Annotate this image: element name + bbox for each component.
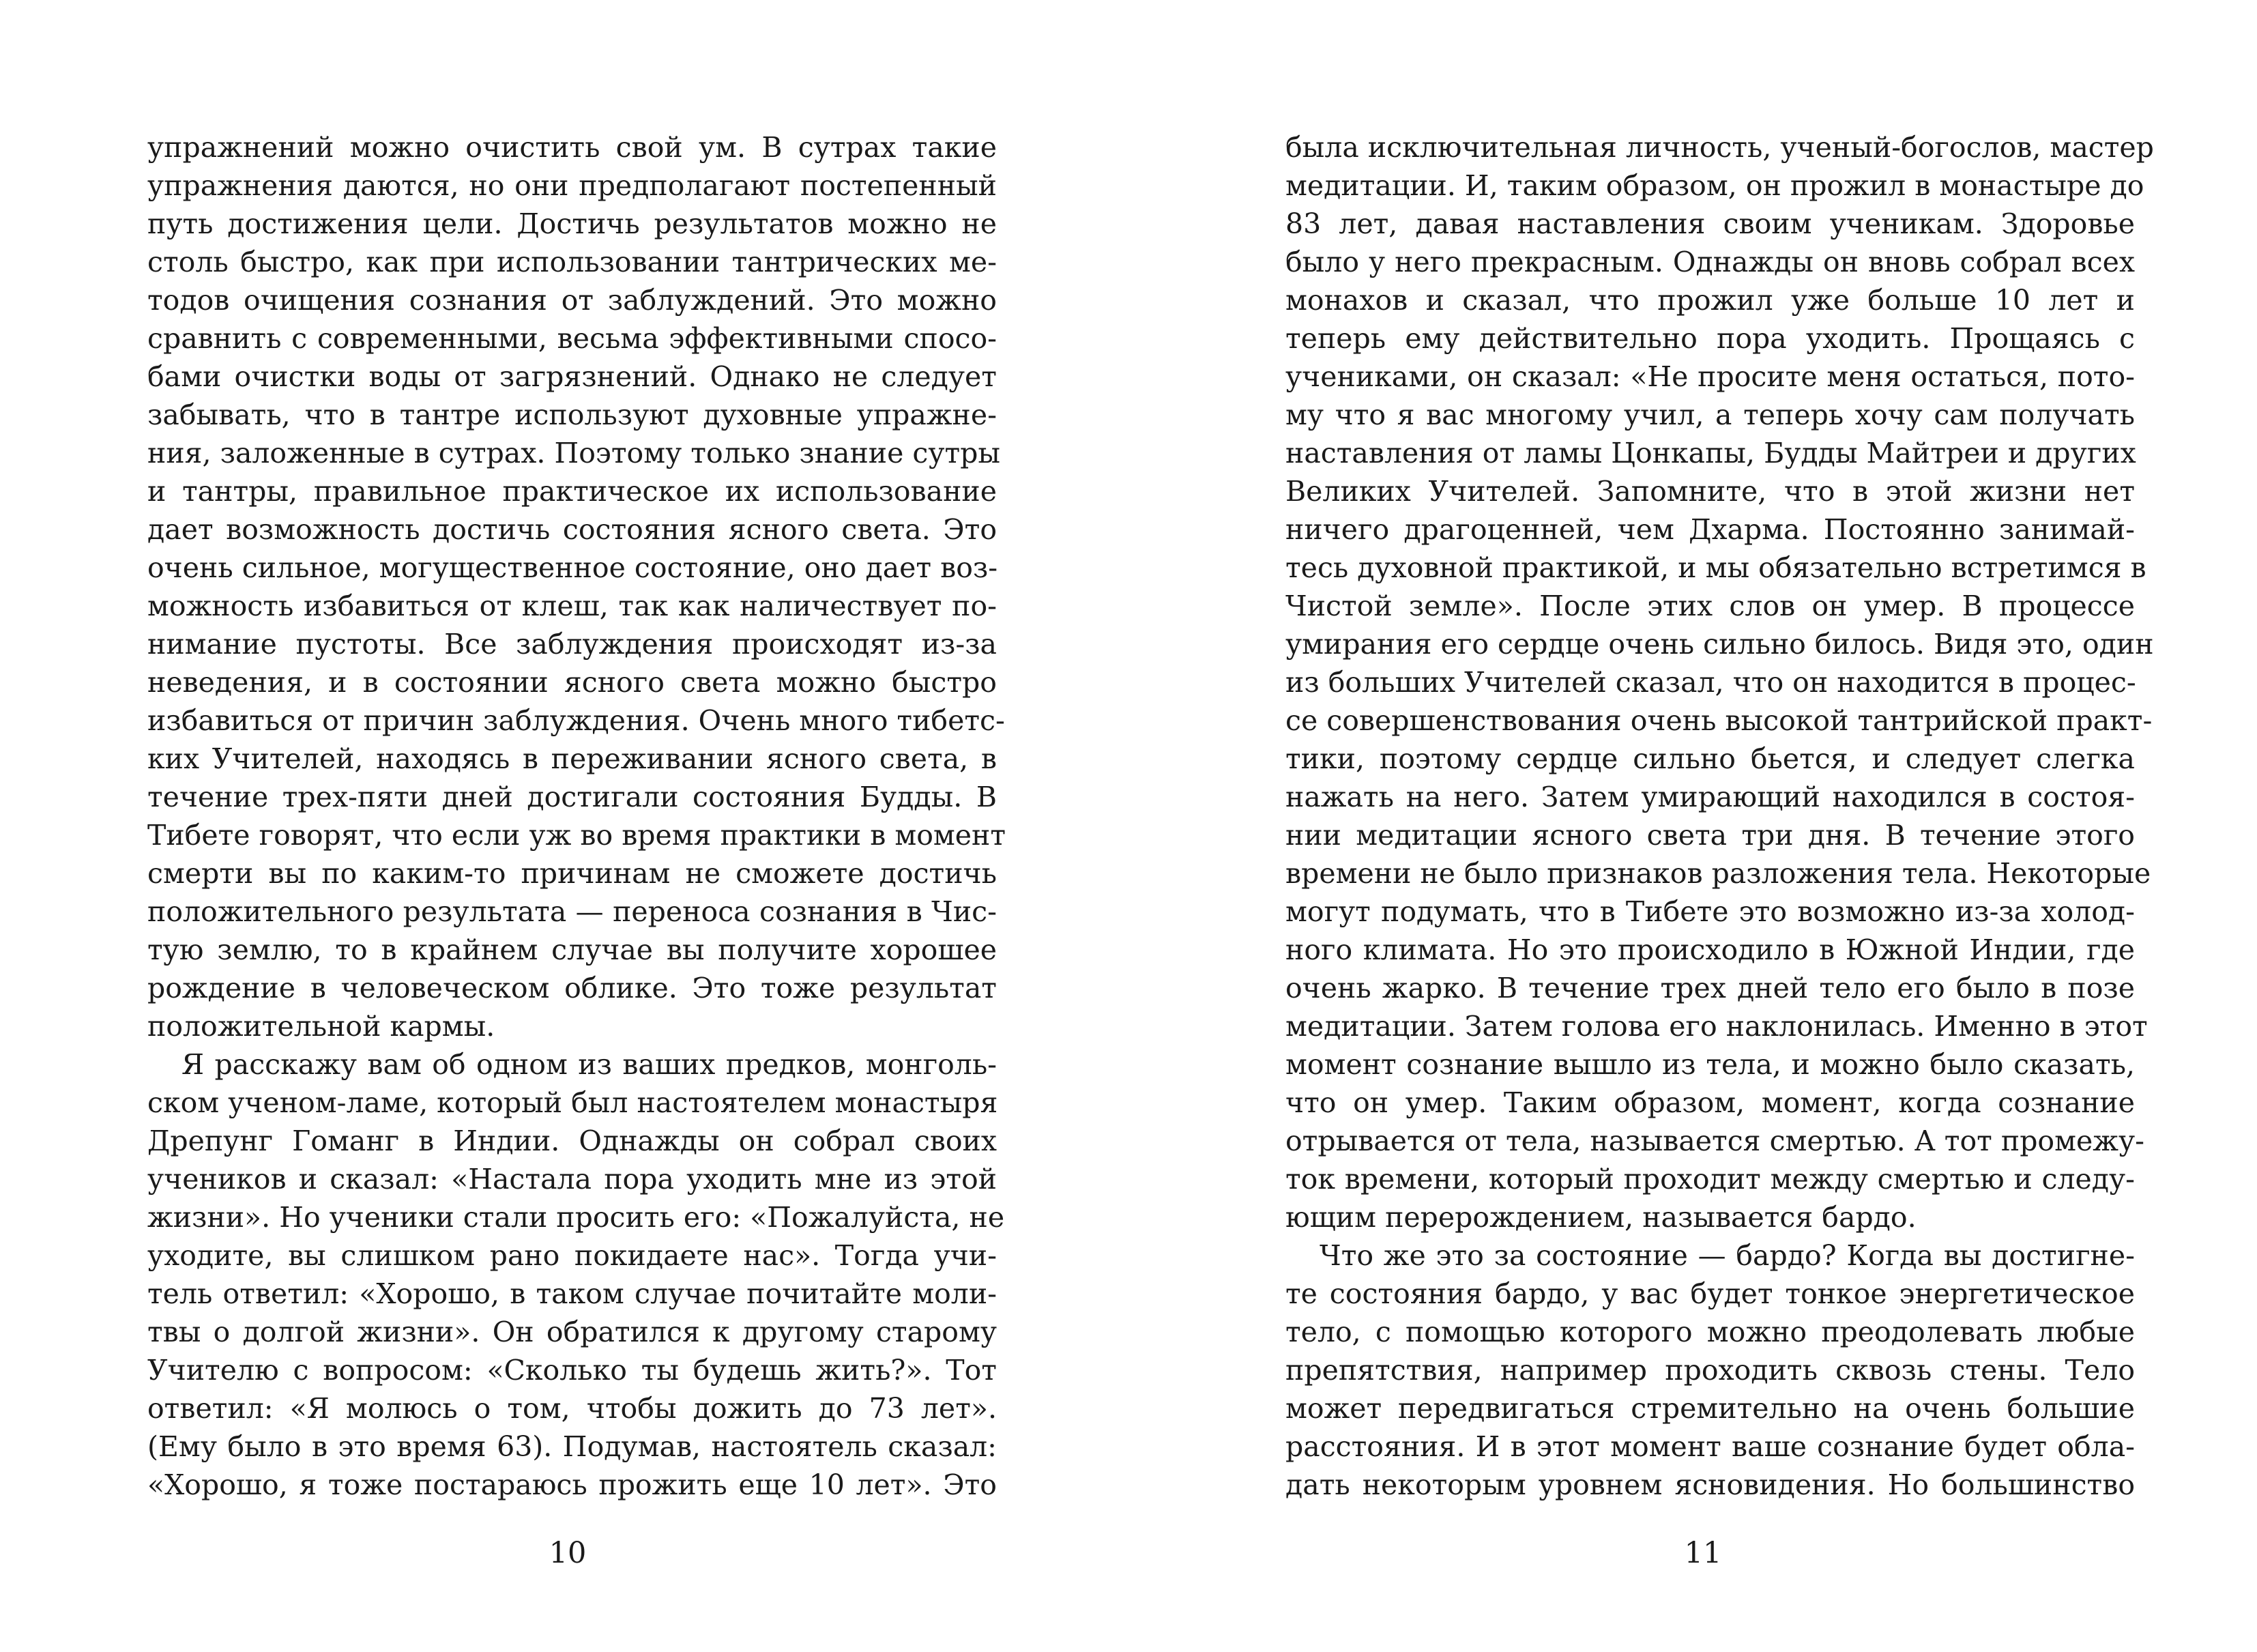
text-line: Тибете говорят, что если уж во время практики в момент (147, 819, 1006, 852)
text-line: уходите, вы слишком рано покидаете нас». Тогда учи- (147, 1239, 997, 1272)
text-line: тодов очищения сознания от заблуждений. Это можно (147, 284, 997, 317)
text-line: Дрепунг Гоманг в Индии. Однажды он собрал своих (147, 1125, 997, 1157)
left-page-text (147, 128, 1006, 1504)
text-line: наставления от ламы Цонкапы, Будды Майтреи и других (1285, 437, 2136, 469)
text-line: рождение в человеческом облике. Это тоже результат (147, 972, 997, 1004)
text-line: «Хорошо, я тоже постараюсь прожить еще 10 лет». Это (147, 1468, 997, 1501)
text-line: ния, заложенные в сутрах. Поэтому только знание сутры (147, 437, 1001, 469)
text-line: упражнений можно очистить свой ум. В сутрах такие (147, 131, 997, 164)
text-line: можность избавиться от клеш, так как наличествует по- (147, 590, 997, 622)
text-line: монахов и сказал, что прожил уже больше 10 лет и (1285, 284, 2135, 317)
text-line: тесь духовной практикой, и мы обязательно встретимся в (1285, 551, 2146, 584)
page-number-right: 11 (1684, 1536, 1722, 1570)
text-line: времени не было признаков разложения тела. Некоторые (1285, 857, 2151, 890)
text-line: сравнить с современными, весьма эффективными спосо- (147, 322, 997, 355)
text-line: было у него прекрасным. Однажды он вновь собрал всех (1285, 246, 2135, 278)
page-number-left: 10 (549, 1536, 587, 1570)
text-line: нажать на него. Затем умирающий находился в состоя- (1285, 781, 2135, 813)
text-line: ответил: «Я молюсь о том, чтобы дожить до 73 лет». (147, 1392, 997, 1425)
text-line: избавиться от причин заблуждения. Очень много тибетс- (147, 704, 1005, 737)
text-line: Я расскажу вам об одном из ваших предков, монголь- (181, 1048, 997, 1081)
text-line: ничего драгоценней, чем Дхарма. Постоянно занимай- (1285, 513, 2135, 546)
text-line: теперь ему действительно пора уходить. Прощаясь с (1285, 322, 2135, 355)
text-line: нии медитации ясного света три дня. В течение этого (1285, 819, 2135, 852)
text-line: тель ответил: «Хорошо, в таком случае почитайте моли- (147, 1277, 997, 1310)
text-line: расстояния. И в этот момент ваше сознание будет обла- (1285, 1430, 2135, 1463)
text-line: жизни». Но ученики стали просить его: «Пожалуйста, не (147, 1201, 1005, 1234)
text-line: и тантры, правильное практическое их использование (147, 475, 997, 508)
text-line: учениками, он сказал: «Не просите меня остаться, пото- (1285, 360, 2135, 393)
text-line: тую землю, то в крайнем случае вы получите хорошее (147, 933, 997, 966)
text-line: се совершенствования очень высокой тантрийской практ- (1285, 704, 2153, 737)
text-line: столь быстро, как при использовании тантрических ме- (147, 246, 997, 278)
text-line: Что же это за состояние — бардо? Когда вы достигне- (1320, 1239, 2135, 1272)
text-line: упражнения даются, но они предполагают постепенный (147, 169, 997, 202)
text-line: твы о долгой жизни». Он обратился к другому старому (147, 1316, 997, 1348)
right-page-text (1285, 128, 2154, 1504)
text-line: течение трех-пяти дней достигали состояния Будды. В (147, 781, 997, 813)
text-line: очень жарко. В течение трех дней тело его было в позе (1285, 972, 2135, 1004)
text-line: положительной кармы. (147, 1010, 495, 1043)
text-line: учеников и сказал: «Настала пора уходить мне из этой (147, 1163, 997, 1195)
text-line: Учителю с вопросом: «Сколько ты будешь жить?». Тот (147, 1354, 997, 1387)
text-line: му что я вас многому учил, а теперь хочу сам получать (1285, 398, 2135, 431)
text-line: медитации. Затем голова его наклонилась. Именно в этот (1285, 1010, 2148, 1043)
text-line: 83 лет, давая наставления своим ученикам. Здоровье (1285, 207, 2135, 240)
text-line: что он умер. Таким образом, момент, когда сознание (1285, 1086, 2135, 1119)
text-line: Чистой земле». После этих слов он умер. В процессе (1285, 590, 2135, 622)
left-page (0, 0, 1128, 1652)
text-line: ток времени, который проходит между смертью и следу- (1285, 1163, 2135, 1195)
text-line: ного климата. Но это происходило в Южной Индии, где (1285, 933, 2135, 966)
text-line: забывать, что в тантре используют духовные упражне- (147, 398, 997, 431)
text-line: ском ученом-ламе, который был настоятелем монастыря (147, 1086, 998, 1119)
text-line: путь достижения цели. Достичь результатов можно не (147, 207, 997, 240)
text-line: неведения, и в состоянии ясного света можно быстро (147, 666, 997, 699)
text-line: смерти вы по каким-то причинам не сможете достичь (147, 857, 997, 890)
text-line: ющим перерождением, называется бардо. (1285, 1201, 1917, 1234)
text-line: тело, с помощью которого можно преодолевать любые (1285, 1316, 2135, 1348)
text-line: (Ему было в это время 63). Подумав, настоятель сказал: (147, 1430, 997, 1463)
text-line: может передвигаться стремительно на очень большие (1285, 1392, 2135, 1425)
text-line: Великих Учителей. Запомните, что в этой жизни нет (1285, 475, 2135, 508)
text-line: момент сознание вышло из тела, и можно было сказать, (1285, 1048, 2135, 1081)
text-line: нимание пустоты. Все заблуждения происходят из-за (147, 628, 997, 661)
right-page (1128, 0, 2257, 1652)
text-line: медитации. И, таким образом, он прожил в монастыре до (1285, 169, 2144, 202)
text-line: дать некоторым уровнем ясновидения. Но большинство (1285, 1468, 2135, 1501)
text-line: те состояния бардо, у вас будет тонкое энергетическое (1285, 1277, 2135, 1310)
text-line: тики, поэтому сердце сильно бьется, и следует слегка (1285, 742, 2135, 775)
text-line: дает возможность достичь состояния ясного света. Это (147, 513, 997, 546)
text-line: отрывается от тела, называется смертью. А тот промежу- (1285, 1125, 2144, 1157)
text-line: ких Учителей, находясь в переживании ясного света, в (147, 742, 997, 775)
text-line: бами очистки воды от загрязнений. Однако не следует (147, 360, 997, 393)
text-line: положительного результата — переноса сознания в Чис- (147, 895, 997, 928)
text-line: очень сильное, могущественное состояние, оно дает воз- (147, 551, 998, 584)
text-line: была исключительная личность, ученый-богослов, мастер (1285, 131, 2154, 164)
text-line: могут подумать, что в Тибете это возможно из-за холод- (1285, 895, 2135, 928)
text-line: умирания его сердце очень сильно билось. Видя это, один (1285, 628, 2154, 661)
text-line: препятствия, например проходить сквозь стены. Тело (1285, 1354, 2135, 1387)
text-line: из больших Учителей сказал, что он находится в процес- (1285, 666, 2136, 699)
